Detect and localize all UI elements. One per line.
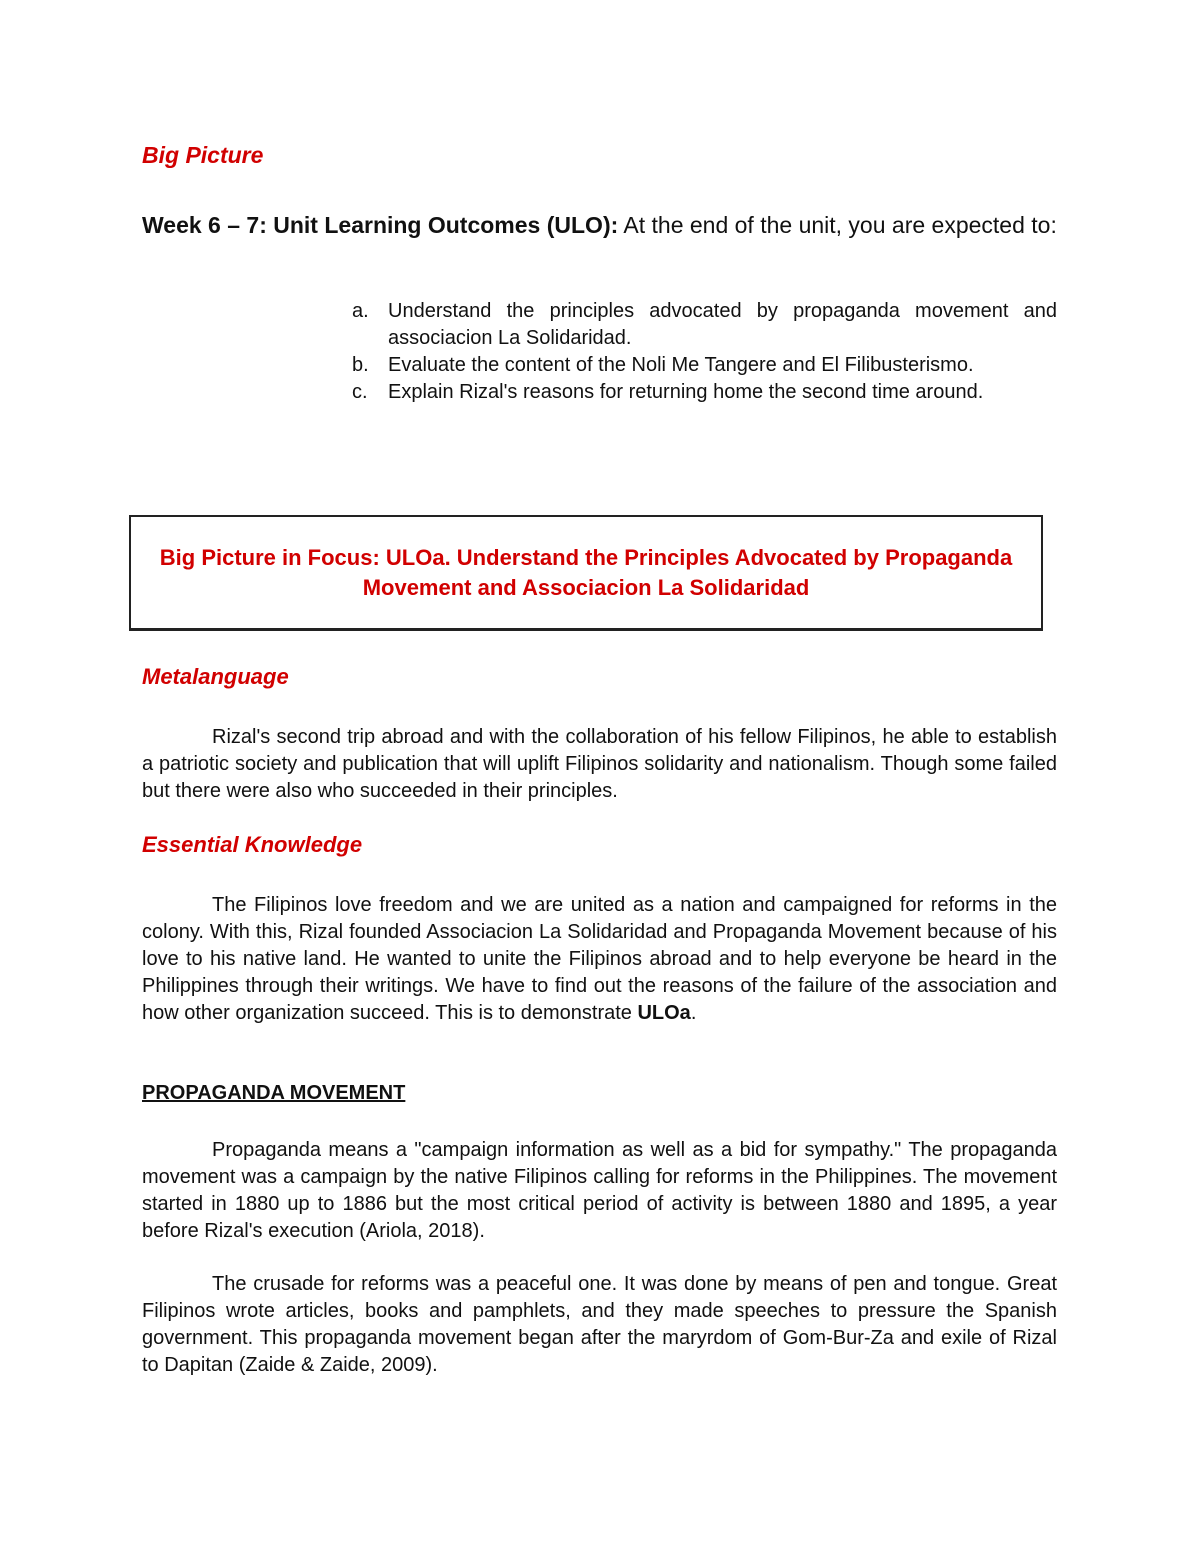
week-intro-rest: At the end of the unit, you are expected to: xyxy=(618,212,1057,238)
essential-knowledge-paragraph xyxy=(142,892,1057,1027)
focus-box-text: Big Picture in Focus: ULOa. Understand the Principles Advocated by Propaganda Movement and Associacion La Solidaridad xyxy=(159,544,1013,600)
week-intro xyxy=(142,210,1057,241)
list-item-text: Evaluate the content of the Noli Me Tangere and El Filibusterismo. xyxy=(388,354,974,376)
list-item-text: Understand the principles advocated by propaganda movement and associacion La Solidaridad. xyxy=(388,300,1057,349)
list-item xyxy=(352,298,1057,352)
essential-text: The Filipinos love freedom and we are united as a nation and campaigned for reforms in the colony. With this, Rizal founded Associacion La Solidaridad and Propaganda Movement because of his love to his native land. He wanted to unite the Filipinos abroad and to help everyone be heard in the Philippines through their writings. We have to find out the reasons of the failure of the association and how other organization succeed. This is to demonstrate xyxy=(142,894,1057,1024)
list-item-marker: b. xyxy=(352,354,369,376)
list-item-text: Explain Rizal's reasons for returning home the second time around. xyxy=(388,381,984,403)
propaganda-paragraph-1: Propaganda means a "campaign information as well as a bid for sympathy." The propaganda movement was a campaign by the native Filipinos calling for reforms in the Philippines. The movement started in 1880 up to 1886 but the most critical period of activity is between 1880 and 1895, a year before Rizal's execution (Ariola, 2018). xyxy=(142,1139,1057,1242)
list-item-marker: c. xyxy=(352,381,368,403)
big-picture-heading: Big Picture xyxy=(142,142,264,168)
propaganda-paragraph-2: The crusade for reforms was a peaceful one. It was done by means of pen and tongue. Great Filipinos wrote articles, books and pamphlets, and they made speeches to pressure the Spanish government. This propaganda movement began after the maryrdom of Gom-Bur-Za and exile of Rizal to Dapitan (Zaide & Zaide, 2009). xyxy=(142,1273,1057,1376)
essential-knowledge-heading: Essential Knowledge xyxy=(142,832,363,857)
metalanguage-paragraph: Rizal's second trip abroad and with the collaboration of his fellow Filipinos, he able to establish a patriotic society and publication that will uplift Filipinos solidarity and nationalism. Though some failed but there were also who succeeded in their principles. xyxy=(142,726,1057,802)
metalanguage-heading: Metalanguage xyxy=(142,664,289,689)
focus-box xyxy=(129,515,1043,631)
list-item-marker: a. xyxy=(352,300,369,322)
outcomes-list xyxy=(352,298,1057,406)
list-item xyxy=(352,379,1057,406)
essential-bold: ULOa xyxy=(637,1002,691,1024)
list-item xyxy=(352,352,1057,379)
week-intro-bold: Week 6 – 7: Unit Learning Outcomes (ULO): xyxy=(142,212,619,238)
essential-text-end: . xyxy=(690,1002,697,1024)
propaganda-movement-heading: PROPAGANDA MOVEMENT xyxy=(142,1082,406,1104)
